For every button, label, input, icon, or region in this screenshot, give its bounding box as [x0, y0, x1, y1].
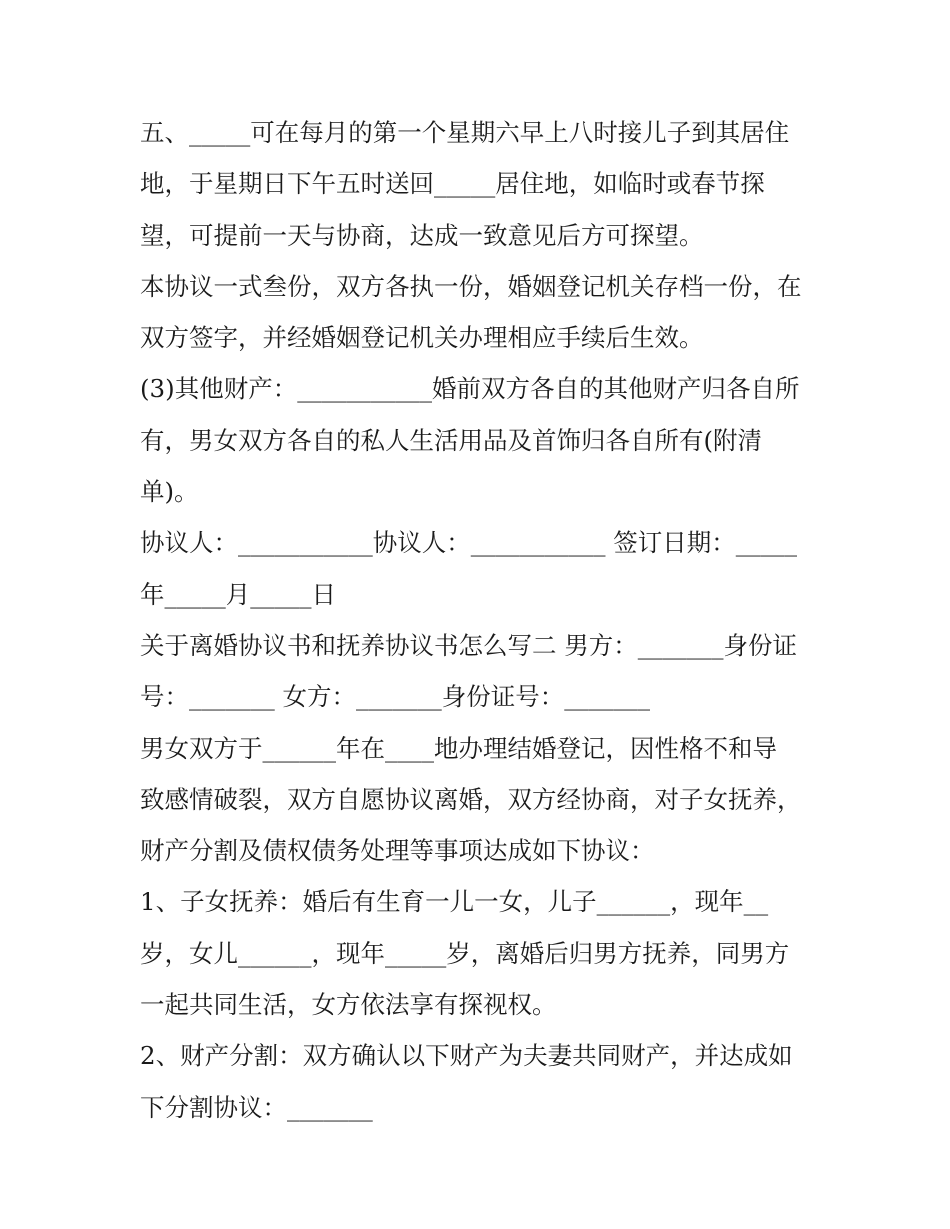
text-line: 男女双方于______年在____地办理结婚登记，因性格不和导	[140, 733, 777, 763]
text-line: 有，男女双方各自的私人生活用品及首饰归各自所有(附清	[140, 425, 763, 455]
text-line: 年_____月_____日	[140, 579, 336, 609]
text-line: 地，于星期日下午五时送回_____居住地，如临时或春节探	[140, 169, 765, 199]
text-line: 关于离婚协议书和抚养协议书怎么写二 男方：_______身份证	[140, 630, 798, 660]
text-line: 致感情破裂，双方自愿协议离婚，双方经协商，对子女抚养，	[140, 784, 802, 814]
text-line: 一起共同生活，女方依法享有探视权。	[140, 990, 557, 1020]
text-line: 协议人：___________协议人：___________ 签订日期：_____	[140, 528, 798, 558]
text-line: 单)。	[140, 477, 199, 507]
text-line: 号：_______ 女方：_______身份证号：_______	[140, 682, 651, 712]
text-line: 望，可提前一天与协商，达成一致意见后方可探望。	[140, 220, 704, 250]
text-line: 双方签字，并经婚姻登记机关办理相应手续后生效。	[140, 323, 704, 353]
text-line: 财产分割及债权债务处理等事项达成如下协议：	[140, 836, 655, 866]
text-line: (3)其他财产：___________婚前双方各自的其他财产归各自所	[140, 374, 800, 404]
text-line: 五、_____可在每月的第一个星期六早上八时接儿子到其居住	[140, 118, 790, 147]
text-line: 2、财产分割：双方确认以下财产为夫妻共同财产，并达成如	[140, 1041, 793, 1071]
text-line: 岁，女儿______，现年_____岁，离婚后归男方抚养，同男方	[140, 938, 790, 968]
text-line: 本协议一式叁份，双方各执一份，婚姻登记机关存档一份，在	[140, 271, 802, 301]
text-line: 1、子女抚养：婚后有生育一儿一女，儿子______，现年__	[140, 887, 769, 917]
text-line: 下分割协议：_______	[140, 1092, 373, 1122]
document-body	[140, 107, 820, 1133]
